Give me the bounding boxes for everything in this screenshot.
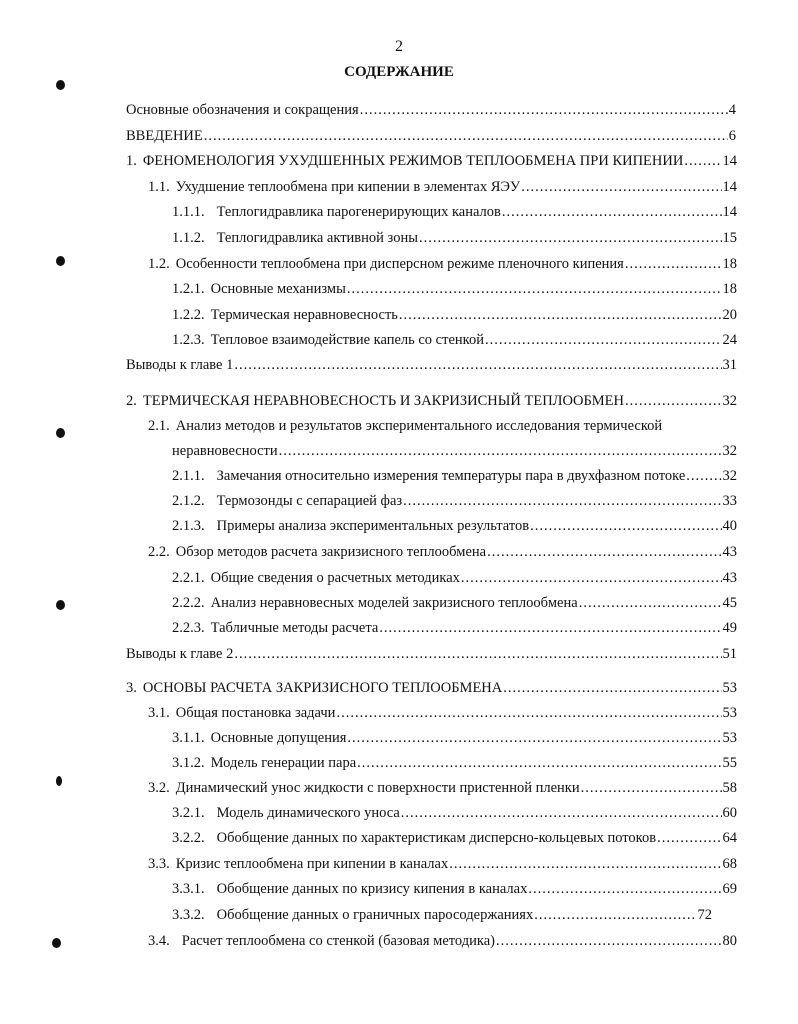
toc-entry-title: Модель динамического уноса	[216, 805, 400, 821]
toc-entry-title: Динамический унос жидкости с поверхности пристенной пленки	[175, 780, 580, 796]
toc-entry-number: 2.1.2.	[172, 493, 205, 509]
toc-entry-page: 32	[722, 393, 737, 409]
toc-entry-page: 18	[722, 256, 737, 272]
toc-entry-page: 60	[722, 805, 737, 821]
toc-entry-title: Термическая неравновесность	[210, 307, 398, 323]
dot-leader	[581, 780, 722, 797]
toc-entry[interactable]	[172, 332, 737, 352]
dot-leader	[449, 856, 721, 873]
toc-entry-number: 1.2.2.	[172, 307, 205, 323]
toc-entry-page: 32	[722, 443, 737, 459]
toc-entry[interactable]	[172, 755, 737, 775]
dot-leader	[234, 357, 721, 374]
toc-entry[interactable]	[126, 128, 736, 148]
toc-entry-title: Обобщение данных по кризису кипения в каналах	[216, 881, 528, 897]
dot-leader	[530, 518, 721, 535]
toc-entry-number: 3.4.	[148, 933, 170, 949]
toc-entry-title: Выводы к главе 2	[126, 646, 234, 662]
toc-entry-number: 2.1.3.	[172, 518, 205, 534]
toc-entry-title: Расчет теплообмена со стенкой (базовая методика)	[181, 933, 495, 949]
toc-entry-title: ОСНОВЫ РАСЧЕТА ЗАКРИЗИСНОГО ТЕПЛООБМЕНА	[142, 680, 503, 696]
toc-entry[interactable]	[172, 468, 737, 488]
toc-entry-page: 4	[728, 102, 736, 118]
toc-entry-title: Анализ неравновесных моделей закризисного теплообмена	[210, 595, 578, 611]
toc-entry-number: 2.2.1.	[172, 570, 205, 586]
toc-entry-page: 6	[728, 128, 736, 144]
toc-entry-page: 72	[697, 907, 712, 923]
toc-entry-number: 2.2.	[148, 544, 170, 560]
dot-leader	[502, 204, 722, 221]
toc-entry[interactable]	[172, 830, 737, 850]
dot-leader	[625, 256, 722, 273]
punch-hole-mark	[56, 80, 65, 90]
toc-entry[interactable]	[172, 595, 737, 615]
toc-entry[interactable]	[126, 153, 737, 173]
toc-entry-page: 69	[722, 881, 737, 897]
toc-entry-title: Табличные методы расчета	[210, 620, 379, 636]
toc-entry-page: 55	[722, 755, 737, 771]
toc-entry[interactable]	[148, 933, 737, 953]
toc-entry[interactable]	[172, 518, 737, 538]
toc-entry-page: 40	[722, 518, 737, 534]
toc-entry-title: Кризис теплообмена при кипении в каналах	[175, 856, 449, 872]
toc-entry[interactable]	[172, 307, 737, 327]
toc-entry-title: ТЕРМИЧЕСКАЯ НЕРАВНОВЕСНОСТЬ И ЗАКРИЗИСНЫЙ ТЕПЛООБМЕН	[142, 393, 625, 409]
toc-entry-title: Выводы к главе 1	[126, 357, 234, 373]
toc-entry-title: Ухудшение теплообмена при кипении в элементах ЯЭУ	[175, 179, 521, 195]
dot-leader	[234, 646, 721, 663]
toc-entry-title: Тепловое взаимодействие капель со стенкой	[210, 332, 484, 348]
dot-leader	[347, 730, 721, 747]
toc-entry-number: 3.3.	[148, 856, 170, 872]
toc-entry-page: 24	[722, 332, 737, 348]
toc-entry-page: 14	[722, 153, 737, 169]
toc-entry[interactable]	[172, 620, 737, 640]
toc-entry-number: 3.2.1.	[172, 805, 205, 821]
toc-entry-number: 3.2.2.	[172, 830, 205, 846]
dot-leader	[461, 570, 722, 587]
toc-entry-number: 1.2.3.	[172, 332, 205, 348]
dot-leader	[684, 153, 721, 170]
dot-leader	[625, 393, 721, 410]
toc-entry-number: 1.1.	[148, 179, 170, 195]
toc-entry-title: Теплогидравлика активной зоны	[216, 230, 418, 246]
toc-entry-number: 1.2.	[148, 256, 170, 272]
toc-entry[interactable]	[148, 705, 737, 725]
toc-entry-page: 68	[722, 856, 737, 872]
toc-entry-number: 1.2.1.	[172, 281, 205, 297]
toc-entry-number: 2.1.	[148, 418, 170, 434]
toc-entry[interactable]	[148, 856, 737, 876]
toc-entry-page: 14	[722, 179, 737, 195]
dot-leader	[419, 230, 722, 247]
toc-entry-number: 1.	[126, 153, 137, 169]
toc-entry-number: 2.1.1.	[172, 468, 205, 484]
toc-entry[interactable]	[126, 646, 737, 666]
punch-hole-mark	[56, 776, 62, 786]
toc-entry[interactable]	[172, 230, 737, 250]
dot-leader	[521, 179, 721, 196]
toc-entry-page: 53	[722, 730, 737, 746]
toc-entry-number: 3.1.1.	[172, 730, 205, 746]
toc-entry[interactable]	[148, 544, 737, 564]
toc-entry-number: 3.2.	[148, 780, 170, 796]
dot-leader	[686, 468, 721, 485]
toc-entry-title: Модель генерации пара	[210, 755, 357, 771]
toc-entry-page: 51	[722, 646, 737, 662]
punch-hole-mark	[56, 256, 65, 266]
toc-entry-page: 15	[722, 230, 737, 246]
dot-leader	[403, 493, 721, 510]
toc-entry-page: 31	[722, 357, 737, 373]
dot-leader	[360, 102, 728, 119]
toc-entry-page: 18	[722, 281, 737, 297]
toc-entry[interactable]	[148, 418, 737, 438]
dot-leader	[379, 620, 721, 637]
toc-entry-page: 49	[722, 620, 737, 636]
toc-entry[interactable]	[126, 357, 737, 377]
toc-entry-title: Обзор методов расчета закризисного теплообмена	[175, 544, 487, 560]
toc-entry[interactable]	[148, 179, 737, 199]
toc-entry[interactable]	[126, 393, 737, 413]
toc-entry-title: Особенности теплообмена при дисперсном режиме пленочного кипения	[175, 256, 624, 272]
dot-leader	[401, 805, 722, 822]
toc-entry-title: неравновесности	[172, 443, 278, 459]
toc-entry[interactable]	[172, 493, 737, 513]
toc-entry[interactable]	[172, 204, 737, 224]
dot-leader	[485, 332, 722, 349]
toc-entry-title: Обобщение данных о граничных паросодержаниях	[216, 907, 534, 923]
toc-entry-title: Примеры анализа экспериментальных результатов	[216, 518, 530, 534]
toc-entry-title: Анализ методов и результатов экспериментального исследования термической	[175, 418, 663, 434]
dot-leader	[528, 881, 721, 898]
toc-entry-page: 14	[722, 204, 737, 220]
toc-entry-page: 32	[722, 468, 737, 484]
toc-entry-page: 45	[722, 595, 737, 611]
toc-entry-number: 3.1.2.	[172, 755, 205, 771]
punch-hole-mark	[52, 938, 61, 948]
toc-entry[interactable]	[172, 443, 737, 463]
dot-leader	[534, 907, 696, 924]
toc-entry-page: 43	[722, 570, 737, 586]
punch-hole-mark	[56, 428, 65, 438]
toc-entry[interactable]	[148, 780, 737, 800]
toc-entry-title: Общие сведения о расчетных методиках	[210, 570, 460, 586]
toc-entry-page: 43	[722, 544, 737, 560]
toc-entry-page: 33	[722, 493, 737, 509]
toc-entry-title: Основные обозначения и сокращения	[126, 102, 359, 118]
toc-entry-title: Замечания относительно измерения температуры пара в двухфазном потоке	[216, 468, 686, 484]
page-number: 2	[395, 38, 403, 55]
punch-hole-mark	[56, 600, 65, 610]
toc-entry-number: 3.1.	[148, 705, 170, 721]
toc-entry-page: 53	[722, 680, 737, 696]
toc-entry-title: Основные механизмы	[210, 281, 346, 297]
toc-entry-page: 53	[722, 705, 737, 721]
toc-entry[interactable]	[172, 730, 737, 750]
dot-leader	[279, 443, 722, 460]
toc-entry-number: 1.1.1.	[172, 204, 205, 220]
toc-entry-number: 3.	[126, 680, 137, 696]
toc-entry[interactable]	[126, 680, 737, 700]
toc-entry-title: Общая постановка задачи	[175, 705, 336, 721]
dot-leader	[399, 307, 722, 324]
toc-entry[interactable]	[172, 881, 737, 901]
toc-entry[interactable]	[172, 281, 737, 301]
toc-entry-page: 58	[722, 780, 737, 796]
page-title: СОДЕРЖАНИЕ	[344, 64, 454, 80]
toc-entry[interactable]	[148, 256, 737, 276]
toc-entry-number: 2.2.3.	[172, 620, 205, 636]
dot-leader	[503, 680, 721, 697]
toc-entry-number: 2.	[126, 393, 137, 409]
toc-entry-number: 1.1.2.	[172, 230, 205, 246]
toc-entry-title: ВВЕДЕНИЕ	[126, 128, 203, 144]
toc-entry-number: 3.3.1.	[172, 881, 205, 897]
toc-entry-title: Обобщение данных по характеристикам дисперсно-кольцевых потоков	[216, 830, 657, 846]
dot-leader	[579, 595, 722, 612]
toc-entry-number: 2.2.2.	[172, 595, 205, 611]
toc-entry-number: 3.3.2.	[172, 907, 205, 923]
dot-leader	[347, 281, 722, 298]
toc-entry[interactable]	[172, 570, 737, 590]
dot-leader	[496, 933, 722, 950]
dot-leader	[657, 830, 721, 847]
toc-entry-page: 20	[722, 307, 737, 323]
dot-leader	[336, 705, 721, 722]
toc-entry[interactable]	[126, 102, 736, 122]
dot-leader	[487, 544, 721, 561]
toc-entry[interactable]	[172, 805, 737, 825]
toc-entry-title: Теплогидравлика парогенерирующих каналов	[216, 204, 501, 220]
toc-entry-page: 80	[722, 933, 737, 949]
dot-leader	[357, 755, 721, 772]
toc-entry-title: Термозонды с сепарацией фаз	[216, 493, 403, 509]
toc-entry[interactable]	[172, 907, 712, 927]
dot-leader	[204, 128, 728, 145]
toc-entry-page: 64	[722, 830, 737, 846]
toc-entry-title: Основные допущения	[210, 730, 347, 746]
toc-entry-title: ФЕНОМЕНОЛОГИЯ УХУДШЕННЫХ РЕЖИМОВ ТЕПЛООБМЕНА ПРИ КИПЕНИИ	[142, 153, 684, 169]
